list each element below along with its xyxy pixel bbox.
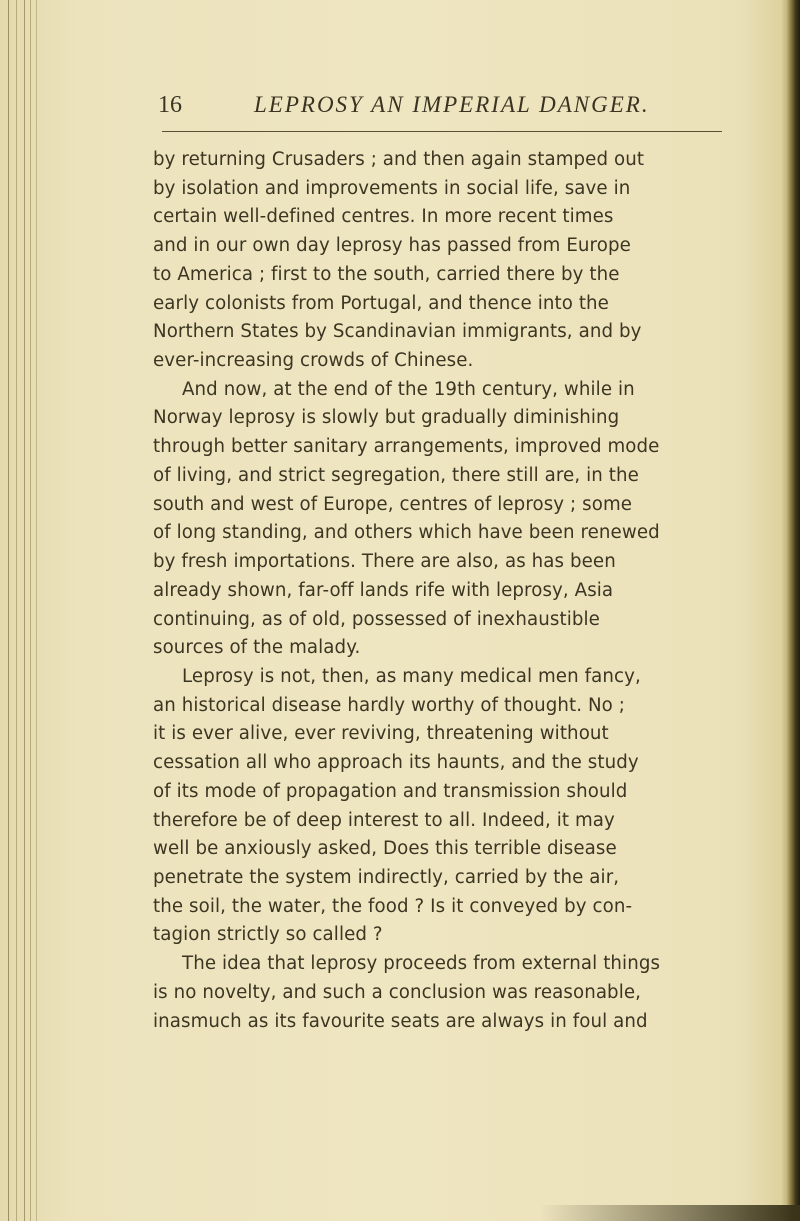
text-line: Leprosy is not, then, as many medical men fancy, bbox=[182, 665, 641, 687]
text-line: through better sanitary arrangements, improved mode bbox=[153, 436, 660, 458]
text-line: an historical disease hardly worthy of thought. No ; bbox=[153, 694, 626, 716]
text-line: by returning Crusaders ; and then again stamped out bbox=[153, 149, 645, 170]
text-line: Northern States by Scandinavian immigrants, and by bbox=[153, 321, 642, 343]
text-line: of living, and strict segregation, there still are, in the bbox=[153, 464, 639, 486]
text-line: by fresh importations. There are also, as has been bbox=[153, 551, 616, 573]
text-line: by isolation and improvements in social life, save in bbox=[153, 177, 631, 199]
text-line: it is ever alive, ever reviving, threatening without bbox=[153, 723, 609, 745]
text-line: of its mode of propagation and transmission should bbox=[153, 780, 628, 802]
text-line: certain well-defined centres. In more recent times bbox=[153, 206, 614, 228]
text-line: of long standing, and others which have been renewed bbox=[153, 522, 660, 544]
text-line: continuing, as of old, possessed of inexhaustible bbox=[153, 608, 600, 630]
binding-line bbox=[8, 0, 9, 1221]
bottom-shadow bbox=[540, 1205, 800, 1221]
text-line: well be anxiously asked, Does this terrible disease bbox=[153, 838, 617, 860]
text-line: already shown, far-off lands rife with leprosy, Asia bbox=[153, 579, 614, 601]
text-line: penetrate the system indirectly, carried by the air, bbox=[153, 866, 620, 888]
body-text bbox=[153, 146, 733, 1036]
text-line: cessation all who approach its haunts, and the study bbox=[153, 752, 639, 774]
binding-line bbox=[30, 0, 31, 1221]
text-line: is no novelty, and such a conclusion was reasonable, bbox=[153, 981, 642, 1003]
text-line: therefore be of deep interest to all. Indeed, it may bbox=[153, 809, 615, 831]
text-line: Norway leprosy is slowly but gradually diminishing bbox=[153, 407, 620, 429]
text-line: south and west of Europe, centres of leprosy ; some bbox=[153, 493, 633, 515]
text-line: tagion strictly so called ? bbox=[153, 924, 383, 946]
page-edge-shadow bbox=[786, 0, 800, 1221]
text-line: ever-increasing crowds of Chinese. bbox=[153, 350, 474, 372]
header-rule bbox=[162, 131, 722, 132]
page-header bbox=[158, 92, 758, 132]
text-line: and in our own day leprosy has passed from Europe bbox=[153, 235, 631, 257]
text-line: inasmuch as its favourite seats are always in foul and bbox=[153, 1010, 648, 1032]
text-line: sources of the malady. bbox=[153, 637, 361, 659]
binding-line bbox=[24, 0, 25, 1221]
binding-line bbox=[36, 0, 37, 1221]
running-title: LEPROSY AN IMPERIAL DANGER. bbox=[254, 92, 650, 117]
text-line: the soil, the water, the food ? Is it conveyed by con- bbox=[153, 895, 633, 917]
page-number: 16 bbox=[158, 92, 182, 118]
text-line: early colonists from Portugal, and thence into the bbox=[153, 292, 609, 314]
text-line: The idea that leprosy proceeds from external things bbox=[182, 953, 661, 975]
text-line: to America ; first to the south, carried there by the bbox=[153, 263, 620, 285]
text-line: And now, at the end of the 19th century, while in bbox=[182, 378, 635, 400]
binding-line bbox=[16, 0, 17, 1221]
